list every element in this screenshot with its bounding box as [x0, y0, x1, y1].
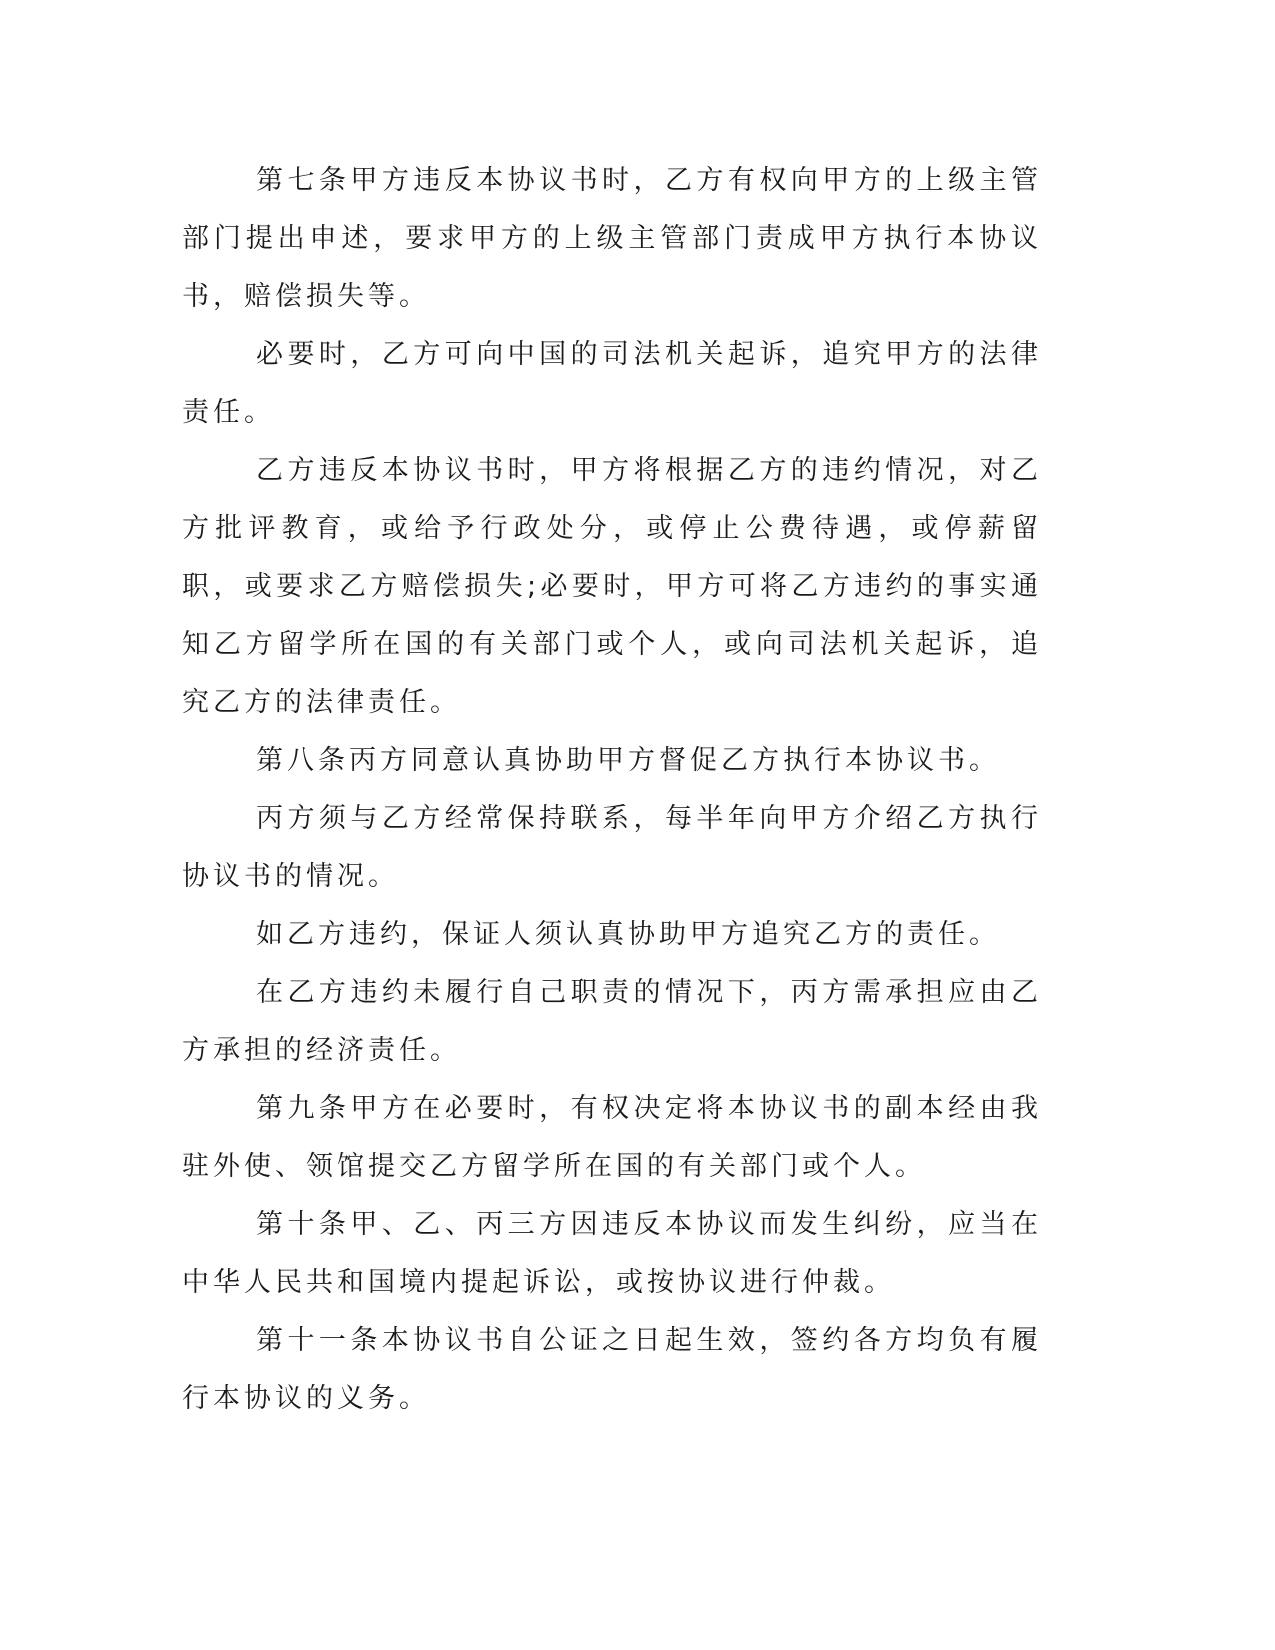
- paragraph-article-8: 第八条丙方同意认真协助甲方督促乙方执行本协议书。: [256, 745, 1000, 776]
- paragraph-article-11: 第十一条本协议书自公证之日起生效，签约各方均负有履行本协议的义务。: [182, 1325, 1042, 1414]
- document-body: [182, 152, 1042, 1428]
- paragraph-article-7: 第七条甲方违反本协议书时，乙方有权向甲方的上级主管部门提出申述，要求甲方的上级主管部门责成甲方执行本协议书，赔偿损失等。: [182, 165, 1042, 312]
- paragraph-party-c-liability: 在乙方违约未履行自己职责的情况下，丙方需承担应由乙方承担的经济责任。: [182, 977, 1042, 1066]
- paragraph-article-9: 第九条甲方在必要时，有权决定将本协议书的副本经由我驻外使、领馆提交乙方留学所在国的有关部门或个人。: [182, 1093, 1042, 1182]
- paragraph-party-c-contact: 丙方须与乙方经常保持联系，每半年向甲方介绍乙方执行协议书的情况。: [182, 803, 1042, 892]
- paragraph-guarantor-duty: 如乙方违约，保证人须认真协助甲方追究乙方的责任。: [256, 919, 1000, 950]
- paragraph-party-b-litigation: 必要时，乙方可向中国的司法机关起诉，追究甲方的法律责任。: [182, 339, 1042, 428]
- paragraph-article-10: 第十条甲、乙、丙三方因违反本协议而发生纠纷，应当在中华人民共和国境内提起诉讼，或按协议进行仲裁。: [182, 1209, 1042, 1298]
- paragraph-party-b-breach: 乙方违反本协议书时，甲方将根据乙方的违约情况，对乙方批评教育，或给予行政处分，或停止公费待遇，或停薪留职，或要求乙方赔偿损失;必要时，甲方可将乙方违约的事实通知乙方留学所在国的有关部门或个人，或向司法机关起诉，追究乙方的法律责任。: [182, 455, 1042, 718]
